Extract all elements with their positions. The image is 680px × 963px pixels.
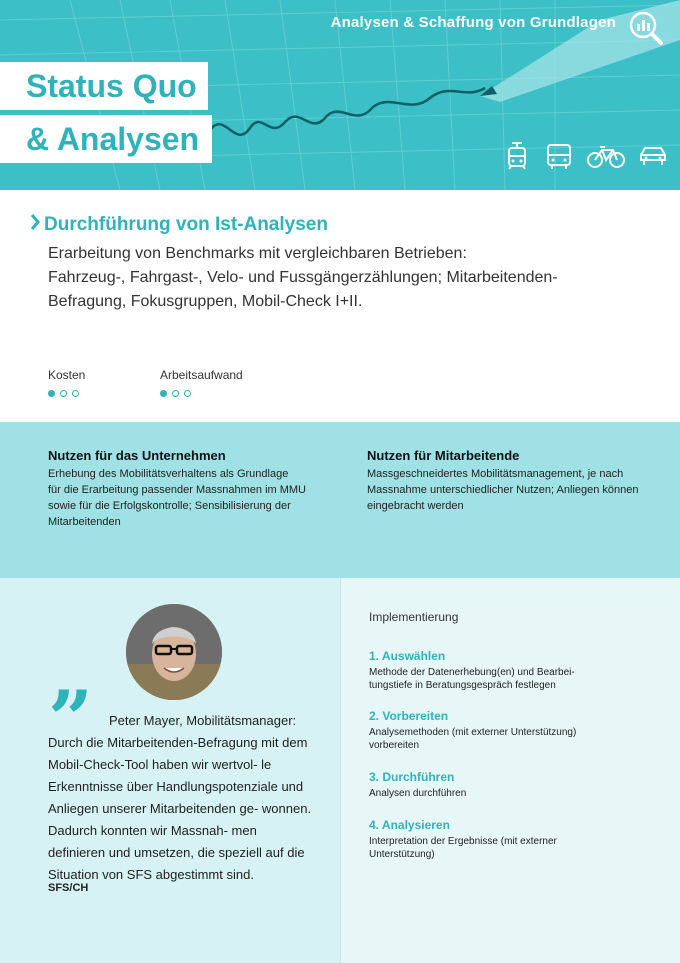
rating-label: Kosten xyxy=(48,368,86,382)
implementation-panel xyxy=(340,578,680,963)
benefit-employees: Nutzen für Mitarbeitende Massgeschneidertes Mobilitätsmanagement, je nach Massnahme unterschiedlicher Nutzen; Anliegen können eingebracht werden xyxy=(367,448,652,514)
page-title-line1: Status Quo xyxy=(0,62,208,110)
implementation-step: 3. Durchführen Analysen durchführen xyxy=(369,771,639,800)
quote-source: SFS/CH xyxy=(48,882,89,894)
rating-cost xyxy=(48,368,85,397)
rating-dot-empty xyxy=(72,390,79,397)
page-title-line2: & Analysen xyxy=(0,115,212,163)
benefits-band xyxy=(0,422,680,578)
rating-dot-filled xyxy=(48,390,55,397)
testimonial-panel xyxy=(0,578,340,963)
rating-dots xyxy=(160,390,243,397)
step-title: 2. Vorbereiten xyxy=(369,709,449,723)
rating-dot-filled xyxy=(160,390,167,397)
implementation-title: Implementierung xyxy=(369,610,459,624)
rating-label: Arbeitsaufwand xyxy=(160,368,243,382)
measure-description: Erarbeitung von Benchmarks mit vergleichbaren Betrieben: Fahrzeug-, Fahrgast-, Velo- und Fussgängerzählungen; Mitarbeitenden- Befragung, Fokusgruppen, Mobil-Check I+II. xyxy=(48,245,558,310)
transport-mode-icons xyxy=(502,142,668,170)
rating-dot-empty xyxy=(172,390,179,397)
avatar xyxy=(126,604,222,700)
step-title: 4. Analysieren xyxy=(369,818,450,832)
category-label: Analysen & Schaffung von Grundlagen xyxy=(330,14,616,31)
quote-text: Peter Mayer, Mobilitätsmanager: Durch die Mitarbeitenden-Befragung mit dem Mobil-Check-Tool haben wir wertvol- le Erkenntnisse über Handlungspotenziale und Anliegen unserer Mitarbeitenden ge- wonnen. Dadurch konnten wir Massnah- men definieren und umsetzen, die speziell auf die Situation von SFS abgestimmt sind. xyxy=(48,713,312,882)
benefit-company: Nutzen für das Unternehmen Erhebung des Mobilitätsverhaltens als Grundlage für die Erarbeitung passender Massnahmen im MMU sowie für die Erfolgskontrolle; Sensibilisierung der Mitarbeitenden xyxy=(48,448,316,530)
analysis-magnifier-icon xyxy=(628,10,664,46)
benefit-title: Nutzen für das Unternehmen xyxy=(48,448,226,463)
step-title: 3. Durchführen xyxy=(369,770,455,784)
car-icon xyxy=(638,142,668,170)
rating-dots xyxy=(48,390,85,397)
measure-heading: Durchführung von Ist-Analysen xyxy=(30,214,328,236)
bus-icon xyxy=(544,142,574,170)
chevron-right-icon xyxy=(30,214,44,236)
benefit-title: Nutzen für Mitarbeitende xyxy=(367,448,520,463)
step-title: 1. Auswählen xyxy=(369,649,446,663)
rating-dot-empty xyxy=(60,390,67,397)
quote-mark-icon: ” xyxy=(48,674,93,765)
tram-icon xyxy=(502,142,532,170)
rating-dot-empty xyxy=(184,390,191,397)
implementation-step: 4. Analysieren Interpretation der Ergebnisse (mit externer Unterstützung) xyxy=(369,819,639,861)
rating-effort xyxy=(160,368,243,397)
hero-banner xyxy=(0,0,680,190)
implementation-step: 2. Vorbereiten Analysemethoden (mit externer Unterstützung) vorbereiten xyxy=(369,710,639,752)
measure-section xyxy=(0,190,680,422)
implementation-step: 1. Auswählen Methode der Datenerhebung(en) und Bearbei- tungstiefe in Beratungsgespräch festlegen xyxy=(369,650,639,692)
bicycle-icon xyxy=(586,142,626,170)
